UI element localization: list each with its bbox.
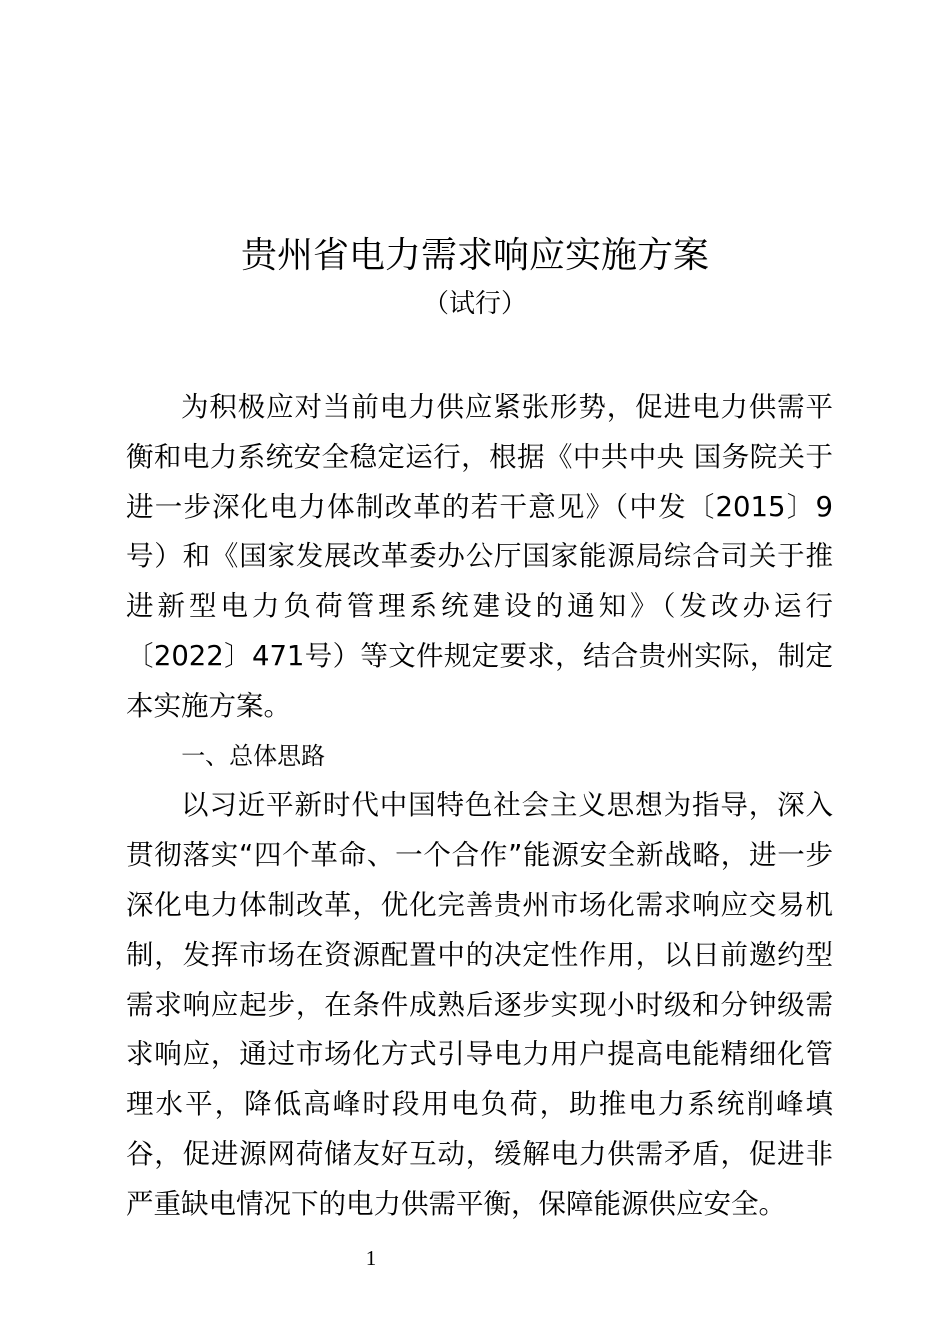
section-heading: 一、总体思路 xyxy=(181,741,326,770)
document-subtitle: （试行） xyxy=(422,289,527,319)
intro-paragraph: 为积极应对当前电力供应紧张形势，促进电力供需平衡和电力系统安全稳定运行，根据《中共中央 国务院关于进一步深化电力体制改革的若干意见》（中发〔2015〕9号）和《国家发展改革委办公厅国家能源局综合司关于推进新型电力负荷管理系统建设的通知》（发改办运行〔2022〕471号）等文件规定要求，结合贵州实际，制定本实施方案。 xyxy=(126,391,833,722)
section-paragraph: 以习近平新时代中国特色社会主义思想为指导，深入贯彻落实“四个革命、一个合作”能源安全新战略，进一步深化电力体制改革，优化完善贵州市场化需求响应交易机制，发挥市场在资源配置中的决定性作用，以日前邀约型需求响应起步，在条件成熟后逐步实现小时级和分钟级需求响应，通过市场化方式引导电力用户提高电能精细化管理水平，降低高峰时段用电负荷，助推电力系统削峰填谷，促进源网荷储友好互动，缓解电力供需矛盾，促进非严重缺电情况下的电力供需平衡，保障能源供应安全。 xyxy=(126,789,833,1220)
page-number: 1 xyxy=(365,1246,377,1270)
document-title: 贵州省电力需求响应实施方案 xyxy=(240,235,709,276)
document-body xyxy=(126,383,833,1230)
